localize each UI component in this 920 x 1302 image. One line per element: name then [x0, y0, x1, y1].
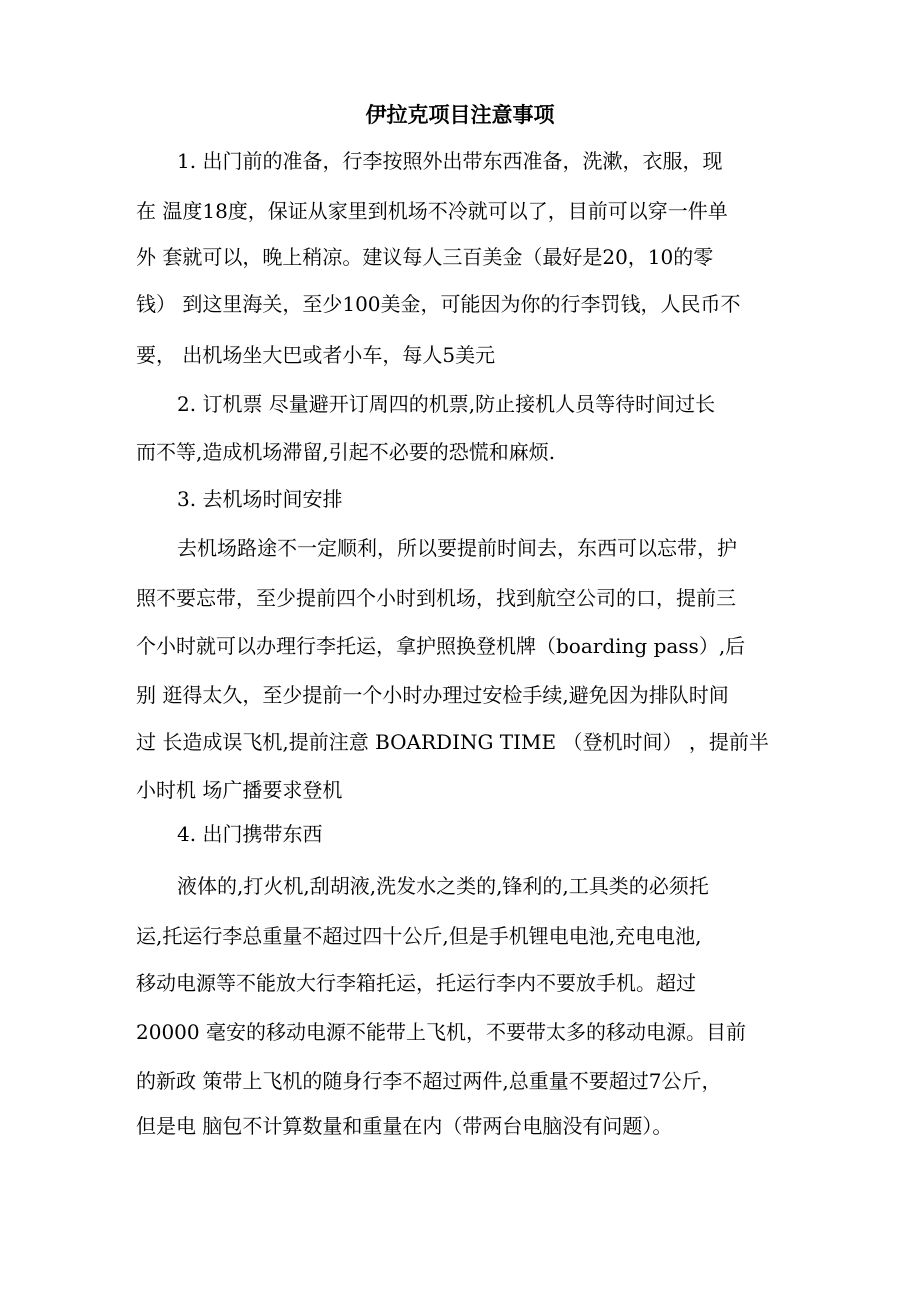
text-line: 移动电源等不能放大行李箱托运，托运行李内不要放手机。超过 — [136, 971, 696, 995]
section-heading: 4. 出门携带东西 — [177, 822, 323, 846]
text-line: 2. 订机票 尽量避开订周四的机票,防止接机人员等待时间过长 — [177, 392, 716, 416]
text-line: 20000 毫安的移动电源不能带上飞机，不要带太多的移动电源。目前 — [136, 1020, 746, 1044]
text-line: 个小时就可以办理行李托运，拿护照换登机牌（boarding pass）,后 — [136, 634, 746, 658]
section-heading: 3. 去机场时间安排 — [177, 487, 343, 511]
text-line: 1. 出门前的准备，行李按照外出带东西准备，洗漱，衣服，现 — [177, 149, 723, 173]
text-line: 的新政 策带上飞机的随身行李不超过两件,总重量不要超过7公斤， — [136, 1069, 722, 1093]
text-line: 运,托运行李总重量不超过四十公斤,但是手机锂电电池,充电电池, — [136, 924, 702, 948]
text-line: 在 温度18度，保证从家里到机场不冷就可以了，目前可以穿一件单 — [136, 199, 728, 223]
text-line: 过 长造成误飞机,提前注意 BOARDING TIME （登机时间） ，提前半 — [136, 730, 769, 754]
text-line: 去机场路途不一定顺利，所以要提前时间去，东西可以忘带，护 — [177, 536, 737, 560]
document-title: 伊拉克项目注意事项 — [365, 103, 555, 127]
text-line: 要， 出机场坐大巴或者小车，每人5美元 — [136, 343, 496, 367]
text-line: 别 逛得太久，至少提前一个小时办理过安检手续,避免因为排队时间 — [136, 683, 729, 707]
text-line: 外 套就可以，晚上稍凉。建议每人三百美金（最好是20，10的零 — [136, 245, 714, 269]
text-line: 小时机 场广播要求登机 — [136, 778, 343, 802]
text-line: 液体的,打火机,刮胡液,洗发水之类的,锋利的,工具类的必须托 — [177, 874, 709, 898]
text-line: 但是电 脑包不计算数量和重量在内（带两台电脑没有问题）。 — [136, 1114, 673, 1138]
text-line: 而不等,造成机场滞留,引起不必要的恐慌和麻烦. — [136, 440, 556, 464]
text-line: 照不要忘带，至少提前四个小时到机场，找到航空公司的口，提前三 — [136, 586, 736, 610]
text-line: 钱） 到这里海关，至少100美金，可能因为你的行李罚钱，人民币不 — [136, 292, 741, 316]
